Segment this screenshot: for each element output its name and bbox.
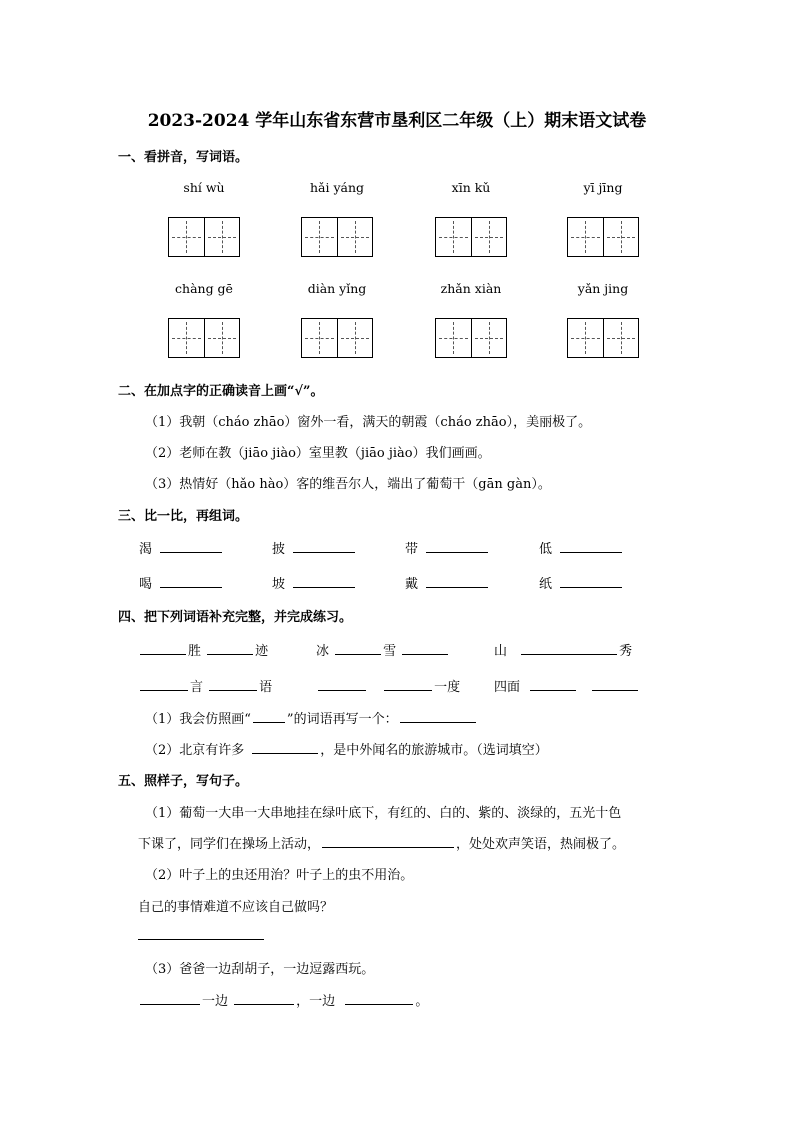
compare-char: 喝 bbox=[139, 577, 153, 592]
pinyin-2: hǎi yáng bbox=[309, 180, 365, 195]
question-5-1: （1）葡萄一大串一大串地挂在绿叶底下，有红的、白的、紫的、淡绿的，五光十色 bbox=[145, 806, 622, 821]
compare-char: 坡 bbox=[272, 577, 286, 592]
answer-blank[interactable] bbox=[426, 586, 488, 588]
page-title: 2023-2024 学年山东省东营市垦利区二年级（上）期末语文试卷 bbox=[147, 111, 647, 131]
answer-blank[interactable] bbox=[592, 689, 638, 691]
pinyin-6: diàn yǐng bbox=[307, 281, 367, 296]
answer-blank[interactable] bbox=[252, 752, 318, 754]
answer-blank[interactable] bbox=[293, 586, 355, 588]
sentence-end: 。 bbox=[415, 994, 429, 1009]
idiom-char: 胜 bbox=[188, 644, 202, 659]
section-2-heading: 二、在加点字的正确读音上画“√”。 bbox=[118, 384, 324, 399]
idiom-char: 四面 bbox=[494, 680, 521, 695]
question-5-2: （2）叶子上的虫还用治？叶子上的虫不用治。 bbox=[145, 868, 414, 883]
answer-blank[interactable] bbox=[400, 721, 476, 723]
pinyin-3: xīn kǔ bbox=[451, 180, 491, 195]
writing-grid[interactable] bbox=[435, 217, 507, 257]
answer-blank[interactable] bbox=[318, 689, 366, 691]
section-4-heading: 四、把下列词语补充完整，并完成练习。 bbox=[118, 610, 353, 625]
answer-blank[interactable] bbox=[345, 1003, 413, 1005]
idiom-char: 雪 bbox=[383, 644, 397, 659]
yibian-1: 一边 bbox=[202, 994, 229, 1009]
writing-grid[interactable] bbox=[168, 217, 240, 257]
writing-grid[interactable] bbox=[301, 318, 373, 358]
answer-blank[interactable] bbox=[384, 689, 432, 691]
compare-char: 渴 bbox=[139, 542, 153, 557]
idiom-char: 语 bbox=[259, 680, 273, 695]
answer-blank[interactable] bbox=[234, 1003, 294, 1005]
compare-char: 带 bbox=[405, 542, 419, 557]
writing-grid[interactable] bbox=[301, 217, 373, 257]
answer-blank[interactable] bbox=[160, 551, 222, 553]
answer-blank[interactable] bbox=[560, 551, 622, 553]
answer-blank[interactable] bbox=[402, 653, 448, 655]
compare-char: 戴 bbox=[405, 577, 419, 592]
writing-grid[interactable] bbox=[435, 318, 507, 358]
writing-grid[interactable] bbox=[567, 318, 639, 358]
idiom-char: 秀 bbox=[619, 644, 633, 659]
compare-char: 低 bbox=[539, 542, 553, 557]
question-5-1-b: 下课了，同学们在操场上活动， bbox=[138, 837, 321, 852]
answer-blank[interactable] bbox=[521, 653, 617, 655]
answer-blank[interactable] bbox=[426, 551, 488, 553]
idiom-char: 言 bbox=[190, 680, 204, 695]
section-5-heading: 五、照样子，写句子。 bbox=[118, 774, 249, 789]
question-4-1-text: （1）我会仿照画“ bbox=[145, 712, 251, 727]
answer-blank[interactable] bbox=[209, 689, 257, 691]
question-5-2-b: 自己的事情难道不应该自己做吗？ bbox=[138, 900, 334, 915]
compare-char: 纸 bbox=[539, 577, 553, 592]
section-1-heading: 一、看拼音，写词语。 bbox=[118, 150, 249, 165]
answer-blank[interactable] bbox=[160, 586, 222, 588]
question-2-3: （3）热情好（hǎo hào）客的维吾尔人，端出了葡萄干（gān gàn）。 bbox=[145, 477, 551, 492]
answer-blank[interactable] bbox=[530, 689, 576, 691]
pinyin-1: shí wù bbox=[183, 180, 225, 195]
question-4-2-text: （2）北京有许多 bbox=[145, 743, 245, 758]
answer-blank[interactable] bbox=[140, 653, 186, 655]
yibian-2: ，一边 bbox=[296, 994, 336, 1009]
pinyin-7: zhǎn xiàn bbox=[440, 281, 502, 296]
answer-blank[interactable] bbox=[253, 721, 285, 723]
question-2-2: （2）老师在教（jiāo jiào）室里教（jiāo jiào）我们画画。 bbox=[145, 446, 491, 461]
question-5-1-c: ，处处欢声笑语，热闹极了。 bbox=[456, 837, 626, 852]
writing-grid[interactable] bbox=[567, 217, 639, 257]
question-4-1-text-b: ”的词语再写一个： bbox=[286, 712, 398, 727]
answer-blank[interactable] bbox=[293, 551, 355, 553]
pinyin-8: yǎn jing bbox=[577, 281, 629, 296]
answer-blank[interactable] bbox=[140, 689, 188, 691]
section-3-heading: 三、比一比，再组词。 bbox=[118, 509, 249, 524]
idiom-char: 迹 bbox=[255, 644, 269, 659]
idiom-char: 一度 bbox=[434, 680, 461, 695]
compare-char: 披 bbox=[272, 542, 286, 557]
answer-blank[interactable] bbox=[335, 653, 381, 655]
answer-line[interactable] bbox=[138, 939, 264, 940]
question-2-1: （1）我朝（cháo zhāo）窗外一看，满天的朝霞（cháo zhāo），美丽极了。 bbox=[145, 415, 592, 430]
idiom-char: 冰 bbox=[316, 644, 330, 659]
answer-blank[interactable] bbox=[322, 846, 454, 848]
writing-grid[interactable] bbox=[168, 318, 240, 358]
idiom-char: 山 bbox=[494, 644, 508, 659]
pinyin-5: chàng gē bbox=[175, 281, 233, 296]
answer-blank[interactable] bbox=[560, 586, 622, 588]
question-4-2-text-b: ，是中外闻名的旅游城市。（选词填空） bbox=[320, 743, 548, 758]
answer-blank[interactable] bbox=[207, 653, 253, 655]
question-5-3: （3）爸爸一边刮胡子，一边逗露西玩。 bbox=[145, 962, 375, 977]
pinyin-4: yī jīng bbox=[583, 180, 623, 195]
answer-blank[interactable] bbox=[140, 1003, 200, 1005]
